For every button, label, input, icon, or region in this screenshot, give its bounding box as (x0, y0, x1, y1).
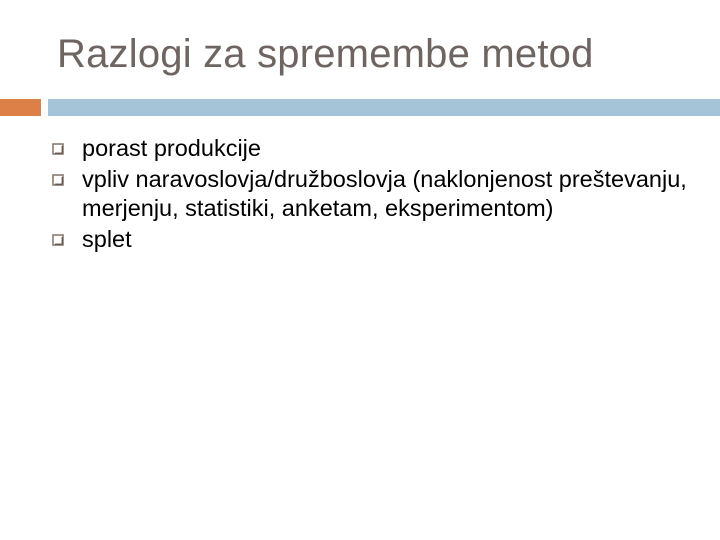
list-item (52, 165, 702, 223)
hollow-square-icon (52, 234, 64, 246)
bullet-text: vpliv naravoslovja/družboslovja (naklonjenost preštevanju, merjenju, statistiki, anketam, eksperimentom) (82, 166, 687, 221)
hollow-square-icon (52, 174, 64, 186)
accent-bar (0, 99, 41, 116)
bullet-text: porast produkcije (82, 135, 261, 161)
header-divider-bar (48, 99, 720, 116)
bullet-text: splet (82, 226, 132, 252)
list-item (52, 225, 702, 254)
hollow-square-icon (52, 143, 64, 155)
list-item (52, 134, 702, 163)
slide-title: Razlogi za spremembe metod (57, 32, 594, 76)
bullet-list (52, 134, 702, 256)
